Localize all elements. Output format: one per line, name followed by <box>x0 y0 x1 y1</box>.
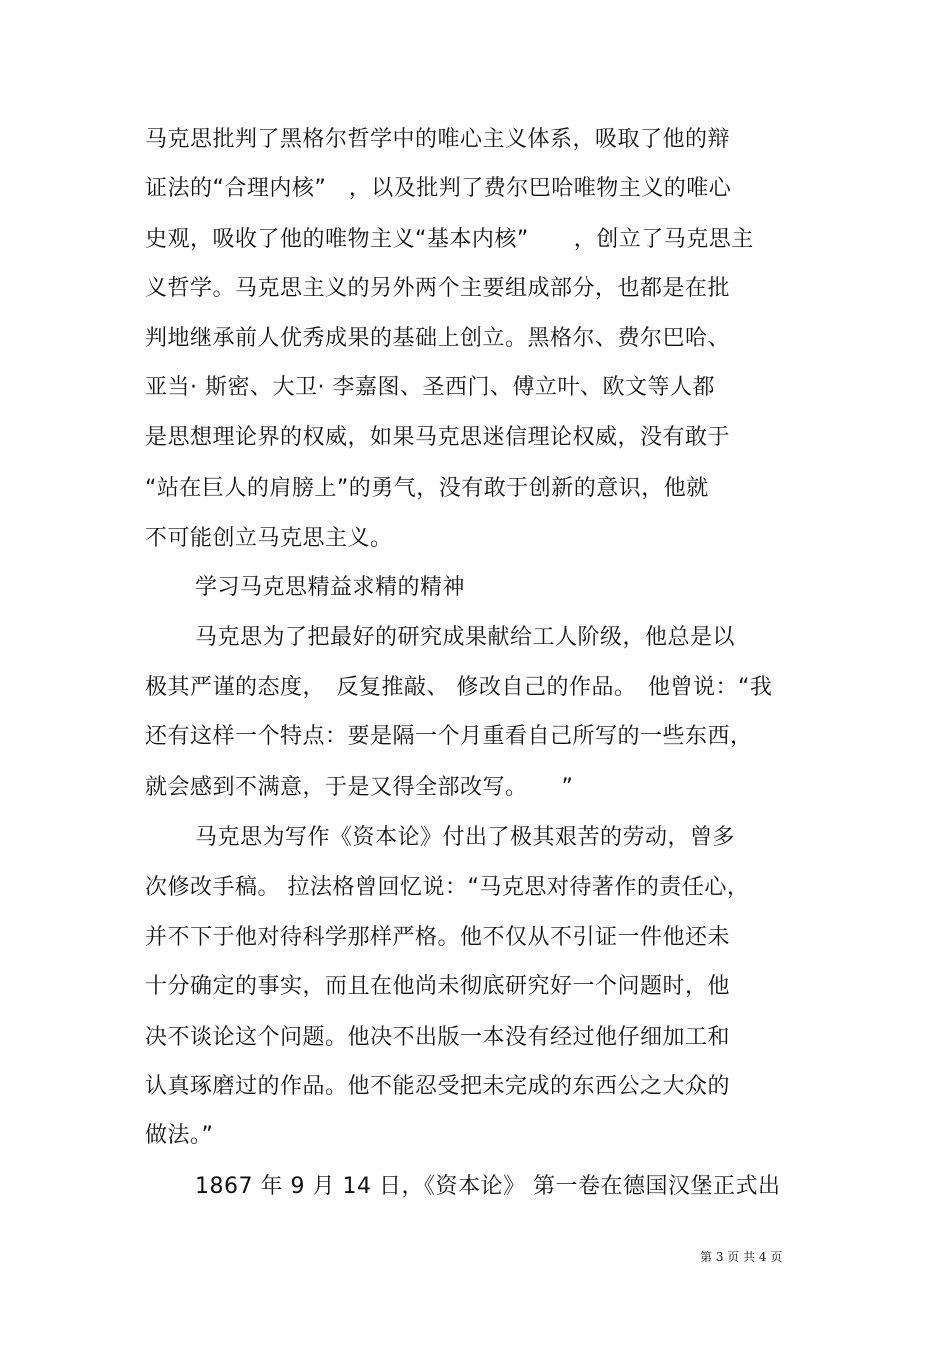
text-line-13: 还有这样一个特点：要是隔一个月重看自己所写的一些东西， <box>145 724 753 749</box>
text-line-16: 次修改手稿。 拉法格曾回忆说：“马克思对待著作的责任心， <box>145 875 750 900</box>
text-line-21: 做法。” <box>145 1123 214 1148</box>
text-line-15: 马克思为写作《资本论》付出了极其艰苦的劳动，曾多 <box>195 825 736 850</box>
text-line-18: 十分确定的事实，而且在他尚未彻底研究好一个问题时，他 <box>145 974 731 999</box>
text-line-20: 认真琢磨过的作品。他不能忍受把未完成的东西公之大众的 <box>145 1074 731 1099</box>
text-line-4: 义哲学。马克思主义的另外两个主要组成部分，也都是在批 <box>145 276 731 301</box>
text-line-5: 判地继承前人优秀成果的基础上创立。黑格尔、费尔巴哈、 <box>145 326 731 351</box>
text-line-17: 并不下于他对待科学那样严格。他不仅从不引证一件他还未 <box>145 925 731 950</box>
text-line-12: 极其严谨的态度， 反复推敲、 修改自己的作品。 他曾说：“我 <box>145 675 773 700</box>
text-line-19: 决不谈论这个问题。他决不出版一本没有经过他仔细加工和 <box>145 1025 731 1050</box>
text-line-14: 就会感到不满意，于是又得全部改写。 ” <box>145 775 574 800</box>
text-line-6: 亚当· 斯密、大卫· 李嘉图、圣西门、傅立叶、欧文等人都 <box>145 375 715 400</box>
text-line-1: 马克思批判了黑格尔哲学中的唯心主义体系，吸取了他的辩 <box>145 127 731 152</box>
page-number-footer: 第 3 页 共 4 页 <box>700 1250 783 1264</box>
text-line-2: 证法的“合理内核” ，以及批判了费尔巴哈唯物主义的唯心 <box>145 176 732 201</box>
text-line-11: 马克思为了把最好的研究成果献给工人阶级，他总是以 <box>195 625 736 650</box>
text-line-22: 1867 年 9 月 14 日，《资本论》 第一卷在德国汉堡正式出 <box>195 1174 781 1199</box>
text-line-8: “站在巨人的肩膀上”的勇气，没有敢于创新的意识，他就 <box>145 476 709 501</box>
text-line-7: 是思想理论界的权威，如果马克思迷信理论权威，没有敢于 <box>145 425 731 450</box>
section-heading: 学习马克思精益求精的精神 <box>195 575 466 600</box>
text-line-3: 史观，吸收了他的唯物主义“基本内核” ，创立了马克思主 <box>145 227 754 252</box>
text-line-9: 不可能创立马克思主义。 <box>145 526 393 551</box>
